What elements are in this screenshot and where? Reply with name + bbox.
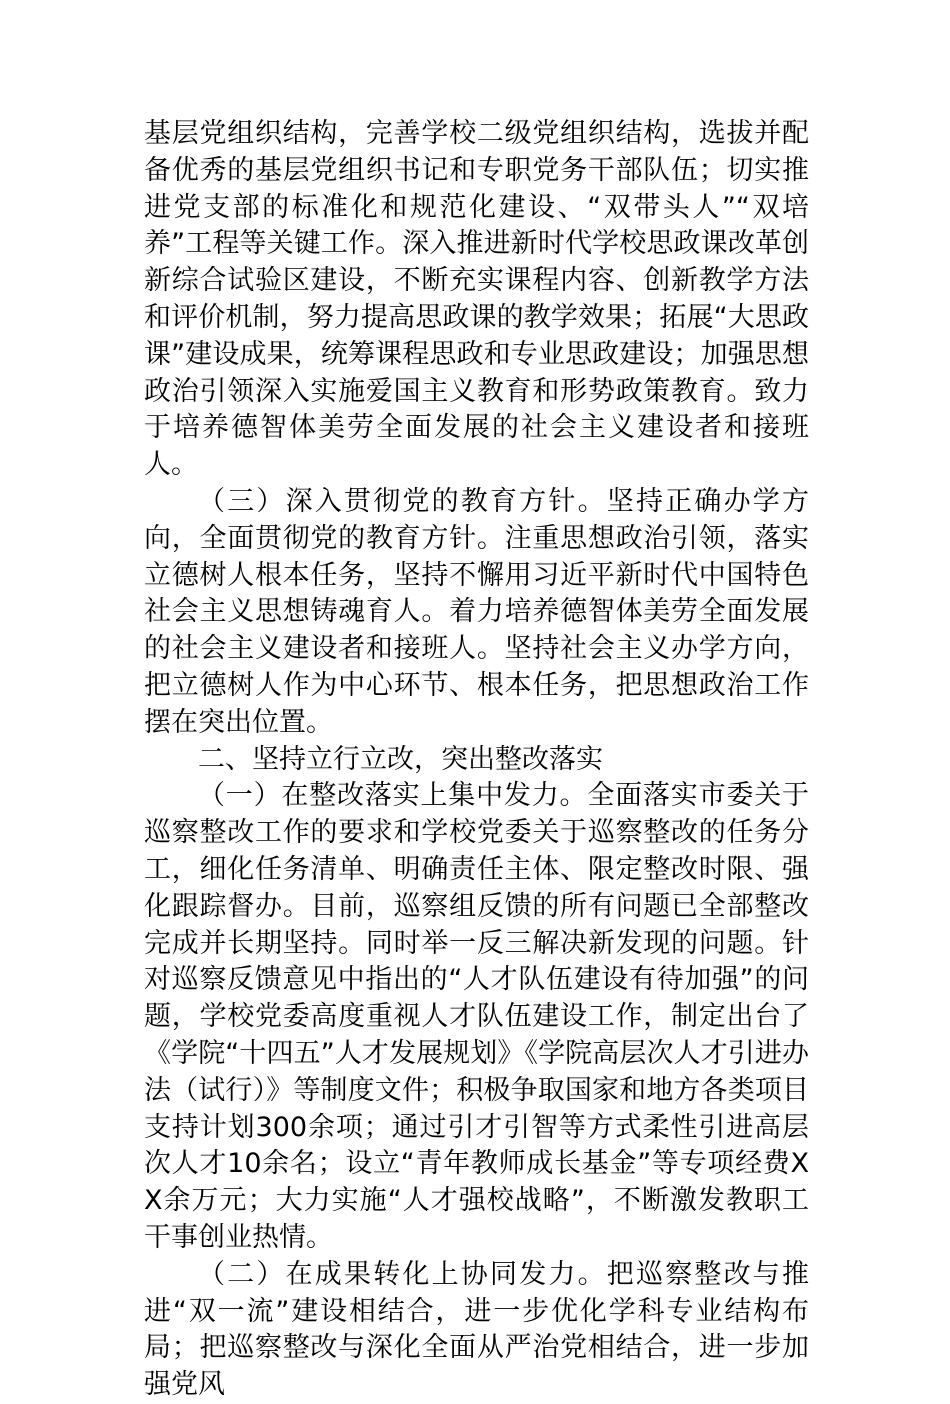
document-body [144, 116, 809, 1404]
paragraph-subsection-two: （二）在成果转化上协同发力。把巡察整改与推进“双一流”建设相结合，进一步优化学科专业结构布局；把巡察整改与深化全面从严治党相结合，进一步加强党风 [144, 1258, 809, 1401]
section-heading-two: 二、坚持立行立改，突出整改落实 [198, 743, 603, 775]
paragraph-continuation: 基层党组织结构，完善学校二级党组织结构，选拔并配备优秀的基层党组织书记和专职党务干部队伍；切实推进党支部的标准化和规范化建设、“双带头人”“双培养”工程等关键工作。深入推进新时代学校思政课改革创新综合试验区建设，不断充实课程内容、创新教学方法和评价机制，努力提高思政课的教学效果；拓展“大思政课”建设成果，统筹课程思政和专业思政建设；加强思想政治引领深入实施爱国主义教育和形势政策教育。致力于培养德智体美劳全面发展的社会主义建设者和接班人。 [144, 118, 809, 481]
paragraph-section-three: （三）深入贯彻党的教育方针。坚持正确办学方向，全面贯彻党的教育方针。注重思想政治引领，落实立德树人根本任务，坚持不懈用习近平新时代中国特色社会主义思想铸魂育人。着力培养德智体美劳全面发展的社会主义建设者和接班人。坚持社会主义办学方向，把立德树人作为中心环节、根本任务，把思想政治工作摆在突出位置。 [144, 485, 809, 738]
paragraph-subsection-one: （一）在整改落实上集中发力。全面落实市委关于巡察整改工作的要求和学校党委关于巡察整改的任务分工，细化任务清单、明确责任主体、限定整改时限、强化跟踪督办。目前，巡察组反馈的所有问题已全部整改完成并长期坚持。同时举一反三解决新发现的问题。针对巡察反馈意见中指出的“人才队伍建设有待加强”的问题，学校党委高度重视人才队伍建设工作，制定出台了《学院“十四五”人才发展规划》《学院高层次人才引进办法（试行）》等制度文件；积极争取国家和地方各类项目支持计划300余项；通过引才引智等方式柔性引进高层次人才10余名；设立“青年教师成长基金”等专项经费XX余万元；大力实施“人才强校战略”，不断激发教职工干事创业热情。 [144, 780, 809, 1253]
